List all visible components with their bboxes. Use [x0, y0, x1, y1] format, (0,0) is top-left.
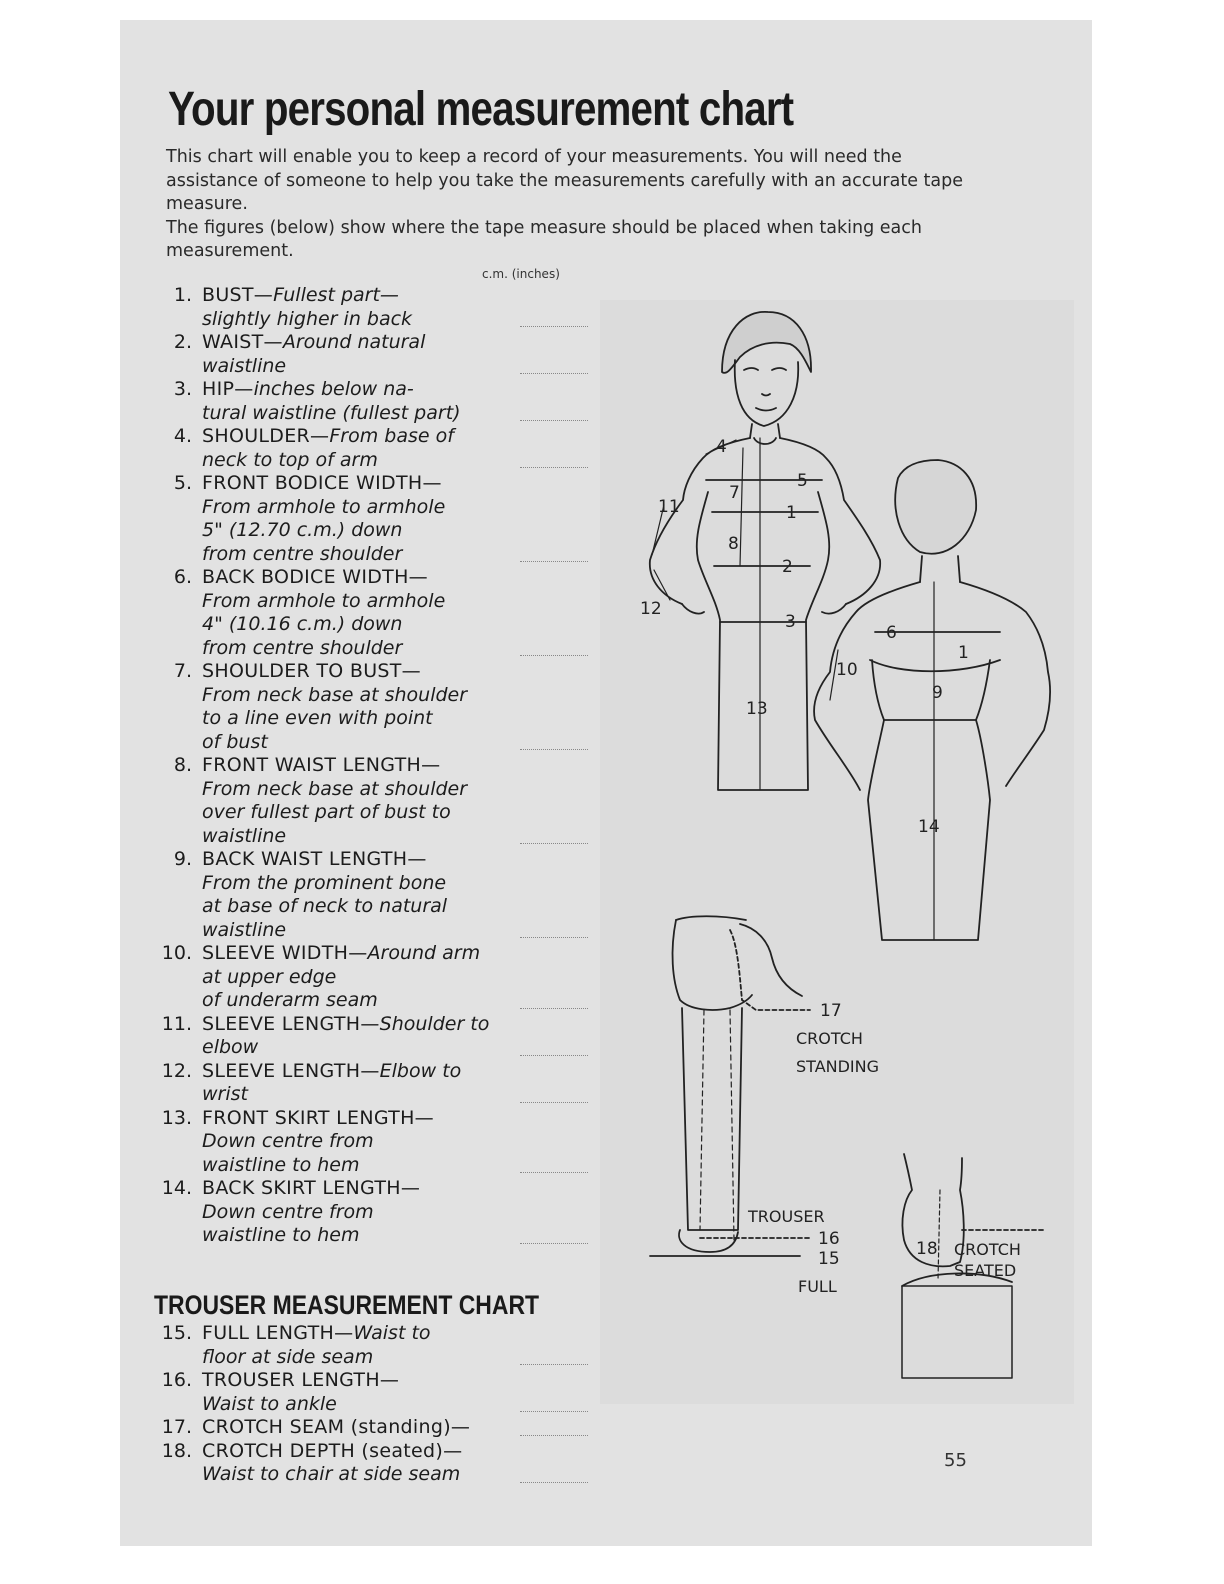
- measurement-description: slightly higher in back: [202, 307, 413, 330]
- measurement-description: From armhole to armhole: [202, 589, 446, 612]
- measurement-number: 10.: [161, 942, 192, 964]
- measurement-description: at base of neck to natural: [202, 895, 448, 917]
- figure-label-trouser: FULL: [798, 1277, 837, 1296]
- page-title: Your personal measurement chart: [168, 83, 794, 136]
- measurement-label: HIP—: [202, 378, 254, 400]
- page-number: 55: [944, 1450, 967, 1471]
- measurement-label: FULL LENGTH—: [202, 1322, 354, 1344]
- intro-paragraph-2: The figures (below) show where the tape measure should be placed when taking each measurement.: [166, 217, 922, 261]
- measurement-description: Waist to chair at side seam: [202, 1463, 461, 1485]
- measurement-label: TROUSER LENGTH—: [202, 1369, 400, 1391]
- measurement-description: Waist to: [353, 1322, 431, 1344]
- figure-label-trouser: 16: [818, 1229, 840, 1249]
- figure-label-trouser: TROUSER: [748, 1207, 825, 1226]
- measurement-label: SLEEVE WIDTH—: [202, 942, 368, 964]
- measurement-number: 6.: [173, 566, 192, 588]
- measurement-description: Down centre from: [202, 1200, 374, 1223]
- measurement-number: 18.: [161, 1439, 192, 1462]
- measurement-number: 12.: [161, 1059, 192, 1082]
- measurement-description: waistline: [202, 354, 287, 377]
- figure-label-back: 14: [918, 817, 940, 837]
- measurement-number: 17.: [161, 1416, 192, 1438]
- measurement-number: 13.: [161, 1106, 192, 1129]
- measurement-description: neck to top of arm: [202, 448, 378, 471]
- measurement-description: floor at side seam: [202, 1345, 374, 1368]
- figure-label-front: 2: [782, 557, 793, 577]
- measurement-description: Around arm at upper edge: [202, 942, 481, 988]
- measurement-description: of bust: [202, 730, 268, 753]
- measurement-description: From neck base at shoulder: [202, 683, 468, 706]
- figure-label-crotch-standing: CROTCH: [796, 1029, 863, 1048]
- figure-label-front: 7: [729, 483, 740, 503]
- measurement-number: 16.: [161, 1369, 192, 1391]
- figure-label-back: 1: [958, 643, 969, 663]
- measurement-description: waistline: [202, 824, 287, 847]
- measurement-description: from centre shoulder: [202, 636, 403, 659]
- measurement-number: 15.: [161, 1322, 192, 1344]
- measurement-description: 5" (12.70 c.m.) down: [202, 519, 403, 541]
- measurement-label: SLEEVE LENGTH—: [202, 1059, 380, 1082]
- measurement-description: of underarm seam: [202, 989, 378, 1011]
- figure-label-front: 1: [786, 503, 797, 523]
- measurement-label: FRONT SKIRT LENGTH—: [202, 1106, 434, 1129]
- measurement-description: From the prominent bone: [202, 871, 447, 894]
- units-label: c.m. (inches): [482, 267, 560, 281]
- figure-label-crotch-seated: CROTCH: [954, 1240, 1021, 1259]
- measurement-number: 11.: [161, 1012, 192, 1035]
- figure-label-back: 9: [932, 683, 943, 703]
- measurement-number: 4.: [173, 425, 192, 447]
- figure-label-back: 6: [886, 623, 897, 643]
- figure-label-front: 12: [640, 599, 662, 619]
- measurement-number: 1.: [173, 284, 192, 306]
- measurement-label: FRONT BODICE WIDTH—: [202, 472, 442, 494]
- measurement-description: Down centre from: [202, 1130, 374, 1152]
- figure-label-front: 13: [746, 699, 768, 719]
- figure-label-crotch-seated: 18: [916, 1239, 938, 1259]
- figure-label-crotch-standing: STANDING: [796, 1057, 880, 1076]
- measurement-description: From armhole to armhole: [202, 495, 446, 518]
- measurement-label: SLEEVE LENGTH—: [202, 1012, 380, 1035]
- measurement-description: Waist to ankle: [202, 1392, 337, 1415]
- measurement-description: Elbow to wrist: [202, 1059, 462, 1105]
- measurement-label: CROTCH DEPTH (seated)—: [202, 1439, 463, 1462]
- intro-paragraph-1: This chart will enable you to keep a record of your measurements. You will need the assistance of someone to help you take the measurements carefully with an accurate tape measure.: [166, 147, 963, 214]
- measurement-number: 14.: [161, 1177, 192, 1199]
- trouser-section-title: TROUSER MEASUREMENT CHART: [154, 1290, 540, 1320]
- measurement-description: Around natural: [282, 331, 426, 353]
- measurement-description: from centre shoulder: [202, 542, 403, 565]
- measurement-label: FRONT WAIST LENGTH—: [202, 754, 441, 776]
- measurement-description: Shoulder to elbow: [202, 1012, 490, 1058]
- figure-label-crotch-standing: 17: [820, 1001, 842, 1021]
- figure-label-back: 10: [836, 660, 858, 680]
- measurement-number: 7.: [173, 660, 192, 682]
- measurement-label: SHOULDER—: [202, 425, 330, 447]
- measurement-description: waistline to hem: [202, 1224, 360, 1246]
- measurement-number: 9.: [173, 848, 192, 870]
- measurement-label: BUST—: [202, 284, 274, 306]
- crotch-standing-figure: [650, 916, 810, 1256]
- measurement-number: 3.: [173, 378, 192, 400]
- measurement-description: From base of: [329, 425, 454, 447]
- measurement-label: BACK BODICE WIDTH—: [202, 566, 428, 588]
- measurement-description: waistline to hem: [202, 1153, 360, 1176]
- measurement-number: 5.: [173, 472, 192, 494]
- measurement-description: over fullest part of bust to: [202, 801, 451, 823]
- figure-label-front: 11: [658, 497, 680, 517]
- measurement-description: From neck base at shoulder: [202, 777, 468, 800]
- figure-label-trouser: 15: [818, 1249, 840, 1269]
- measurement-label: WAIST—: [202, 331, 283, 353]
- figure-label-front: 4: [716, 437, 727, 457]
- figure-label-front: 8: [728, 534, 739, 554]
- measurement-description: 4" (10.16 c.m.) down: [202, 613, 403, 635]
- measurement-description: inches below na-: [253, 378, 414, 400]
- measurement-description: tural waistline (fullest part): [202, 401, 461, 424]
- measurement-description: waistline: [202, 918, 287, 941]
- measurement-description: Fullest part—: [273, 284, 399, 306]
- figure-label-front: 5: [797, 471, 808, 491]
- measurement-number: 2.: [173, 331, 192, 353]
- measurement-label: CROTCH SEAM (standing)—: [202, 1416, 471, 1438]
- measurement-number: 8.: [173, 754, 192, 776]
- figure-label-front: 3: [785, 612, 796, 632]
- measurement-label: SHOULDER TO BUST—: [202, 660, 421, 682]
- figure-label-crotch-seated: SEATED: [954, 1261, 1017, 1280]
- measurement-description: to a line even with point: [202, 707, 433, 729]
- measurement-label: BACK SKIRT LENGTH—: [202, 1177, 421, 1199]
- measurement-label: BACK WAIST LENGTH—: [202, 848, 427, 870]
